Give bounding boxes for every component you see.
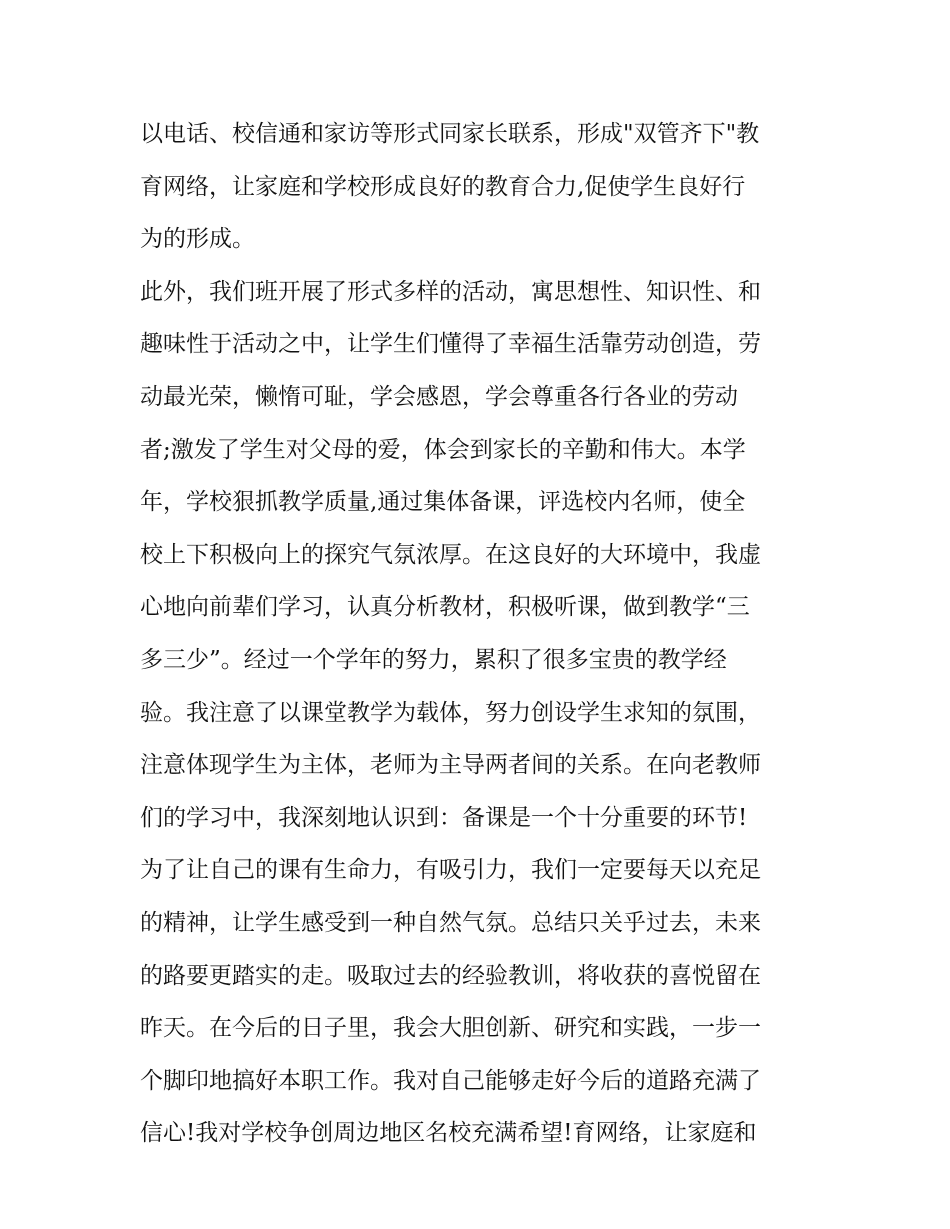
text-line-5: 趣味性于活动之中，让学生们懂得了幸福生活靠劳动创造，劳	[140, 331, 761, 358]
body-text	[140, 108, 820, 1160]
text-line-7: 者;激发了学生对父母的爱，体会到家长的辛勤和伟大。本学	[140, 436, 746, 463]
text-line-12: 验。我注意了以课堂教学为载体，努力创设学生求知的氛围，	[140, 699, 761, 726]
text-line-15: 为了让自己的课有生命力，有吸引力，我们一定要每天以充足	[140, 857, 761, 884]
text-line-16: 的精神，让学生感受到一种自然气氛。总结只关乎过去，未来	[140, 909, 761, 936]
text-line-19: 个脚印地搞好本职工作。我对自己能够走好今后的道路充满了	[140, 1067, 761, 1094]
text-line-20: 信心!我对学校争创周边地区名校充满希望!育网络，让家庭和	[140, 1120, 757, 1147]
text-line-4: 此外，我们班开展了形式多样的活动，寓思想性、知识性、和	[140, 278, 761, 305]
text-line-6: 动最光荣，懒惰可耻，学会感恩，学会尊重各行各业的劳动	[140, 383, 738, 410]
text-line-2: 育网络，让家庭和学校形成良好的教育合力,促使学生良好行	[140, 173, 746, 200]
text-line-14: 们的学习中，我深刻地认识到：备课是一个十分重要的环节!	[140, 804, 748, 831]
text-line-3: 为的形成。	[140, 226, 255, 253]
text-line-11: 多三少”。经过一个学年的努力，累积了很多宝贵的教学经	[140, 646, 727, 673]
text-line-13: 注意体现学生为主体，老师为主导两者间的关系。在向老教师	[140, 752, 761, 779]
text-line-17: 的路要更踏实的走。吸取过去的经验教训，将收获的喜悦留在	[140, 962, 761, 989]
text-line-8: 年，学校狠抓教学质量,通过集体备课，评选校内名师，使全	[140, 489, 746, 516]
text-line-1: 以电话、校信通和家访等形式同家长联系，形成"双管齐下"教	[140, 121, 760, 147]
text-line-10: 心地向前辈们学习，认真分析教材，积极听课，做到教学“三	[140, 594, 750, 621]
text-line-9: 校上下积极向上的探究气氛浓厚。在这良好的大环境中，我虚	[140, 541, 761, 568]
text-line-18: 昨天。在今后的日子里，我会大胆创新、研究和实践，一步一	[140, 1015, 761, 1042]
